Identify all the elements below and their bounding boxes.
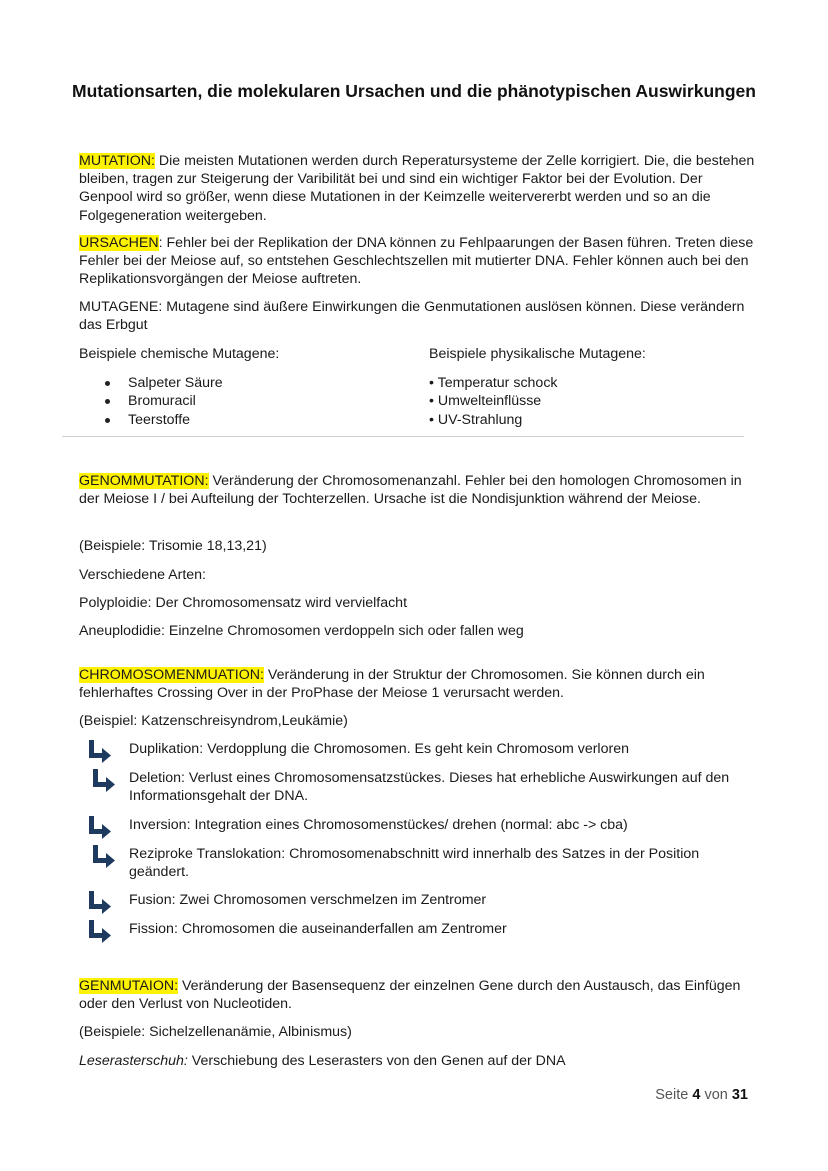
genommutation-example: (Beispiele: Trisomie 18,13,21) — [79, 538, 267, 554]
chromosomenmutation-example: (Beispiel: Katzenschreisyndrom,Leukämie) — [79, 713, 348, 729]
genmutation-paragraph — [79, 977, 759, 1013]
page-title: Mutationsarten, die molekularen Ursachen und die phänotypischen Auswirkungen — [72, 81, 756, 101]
mutagene-paragraph: MUTAGENE: Mutagene sind äußere Einwirkungen die Genmutationen auslösen können. Diese verändern das Erbgut — [79, 299, 745, 334]
chromosomenmutation-paragraph — [79, 666, 759, 702]
chemical-mutagens-heading: Beispiele chemische Mutagene: — [79, 346, 280, 362]
leseraster-term: Leserasterschuh: — [79, 1053, 188, 1069]
arrow-down-right-icon — [90, 768, 118, 792]
arrow-down-right-icon — [86, 815, 114, 839]
arrow-down-right-icon — [86, 890, 114, 914]
genommutation-paragraph — [79, 472, 759, 508]
ursachen-label: URSACHEN — [79, 235, 159, 251]
chromosome-type-text: Deletion: Verlust eines Chromosomensatzstückes. Dieses hat erhebliche Auswirkungen auf den Informationsgehalt der DNA. — [129, 770, 730, 805]
mutation-text: Die meisten Mutationen werden durch Reperatursysteme der Zelle korrigiert. Die, die bestehen bleiben, tragen zur Steigerung der Varibilität bei und sind ein wichtiger Faktor bei der Evolution. Der Genpool wird so größer, wenn diese Mutationen in der Keimzelle weitervererbt werden und so an die Folgegeneration weitergeben. — [79, 153, 755, 224]
section-divider — [62, 436, 744, 437]
list-item: • UV-Strahlung — [429, 411, 523, 428]
chromosome-type-text: Inversion: Integration eines Chromosomenstückes/ drehen (normal: abc -> cba) — [129, 817, 628, 833]
leseraster-line — [79, 1052, 759, 1070]
chromosome-type-text: Reziproke Translokation: Chromosomenabschnitt wird innerhalb des Satzes in der Position geändert. — [129, 846, 700, 881]
list-item: Teerstoffe — [79, 411, 379, 429]
leseraster-text: Verschiebung des Leserasters von den Genen auf der DNA — [187, 1053, 566, 1069]
chromosomenmutation-label: CHROMOSOMENMUATION: — [79, 667, 264, 683]
chromosome-type-text: Fusion: Zwei Chromosomen verschmelzen im Zentromer — [129, 892, 487, 908]
genommutation-label: GENOMMUTATION: — [79, 473, 209, 489]
page-number: Seite 4 von 31 — [655, 1087, 748, 1103]
list-item: Salpeter Säure — [79, 374, 379, 392]
genmutation-label: GENMUTAION: — [79, 978, 179, 994]
list-item: • Temperatur schock — [429, 375, 558, 391]
genommutation-text: Veränderung der Chromosomenanzahl. Fehler bei den homologen Chromosomen in der Meiose I / bei Aufteilung der Tochterzellen. Ursache ist die Nondisjunktion während der Meiose. — [79, 473, 742, 508]
mutation-paragraph — [79, 152, 759, 225]
genommutation-kinds: Verschiedene Arten: — [79, 567, 206, 583]
chemical-mutagens-list — [79, 374, 379, 429]
arrow-down-right-icon — [90, 844, 118, 868]
polyploidie-line: Polyploidie: Der Chromosomensatz wird vervielfacht — [79, 595, 408, 611]
chromosomenmutation-text: Veränderung in der Struktur der Chromosomen. Sie können durch ein fehlerhaftes Crossing Over in der ProPhase der Meiose 1 verursacht werden. — [79, 667, 705, 702]
physical-mutagens-list — [429, 374, 729, 429]
mutation-label: MUTATION: — [79, 153, 155, 169]
genmutation-example: (Beispiele: Sichelzellenanämie, Albinismus) — [79, 1024, 352, 1040]
physical-mutagens-heading: Beispiele physikalische Mutagene: — [429, 346, 646, 362]
chromosome-type-text: Fission: Chromosomen die auseinanderfallen am Zentromer — [129, 921, 507, 937]
list-item: • Umwelteinflüsse — [429, 393, 542, 410]
list-item: Bromuracil — [79, 392, 379, 410]
arrow-down-right-icon — [86, 919, 114, 943]
aneuploidie-line: Aneuplodidie: Einzelne Chromosomen verdoppeln sich oder fallen weg — [79, 623, 524, 639]
arrow-down-right-icon — [86, 739, 114, 763]
ursachen-text: : Fehler bei der Replikation der DNA können zu Fehlpaarungen der Basen führen. Treten diese Fehler bei der Meiose auf, so entstehen Geschlechtszellen mit mutierter DNA. Fehler können auch bei den Replikationsvorgängen der Meiose auftreten. — [79, 235, 754, 288]
chromosome-type-text: Duplikation: Verdopplung die Chromosomen. Es geht kein Chromosom verloren — [129, 741, 629, 757]
ursachen-paragraph — [79, 234, 759, 289]
genmutation-text: Veränderung der Basensequenz der einzelnen Gene durch den Austausch, das Einfügen oder den Verlust von Nucleotiden. — [79, 978, 741, 1013]
